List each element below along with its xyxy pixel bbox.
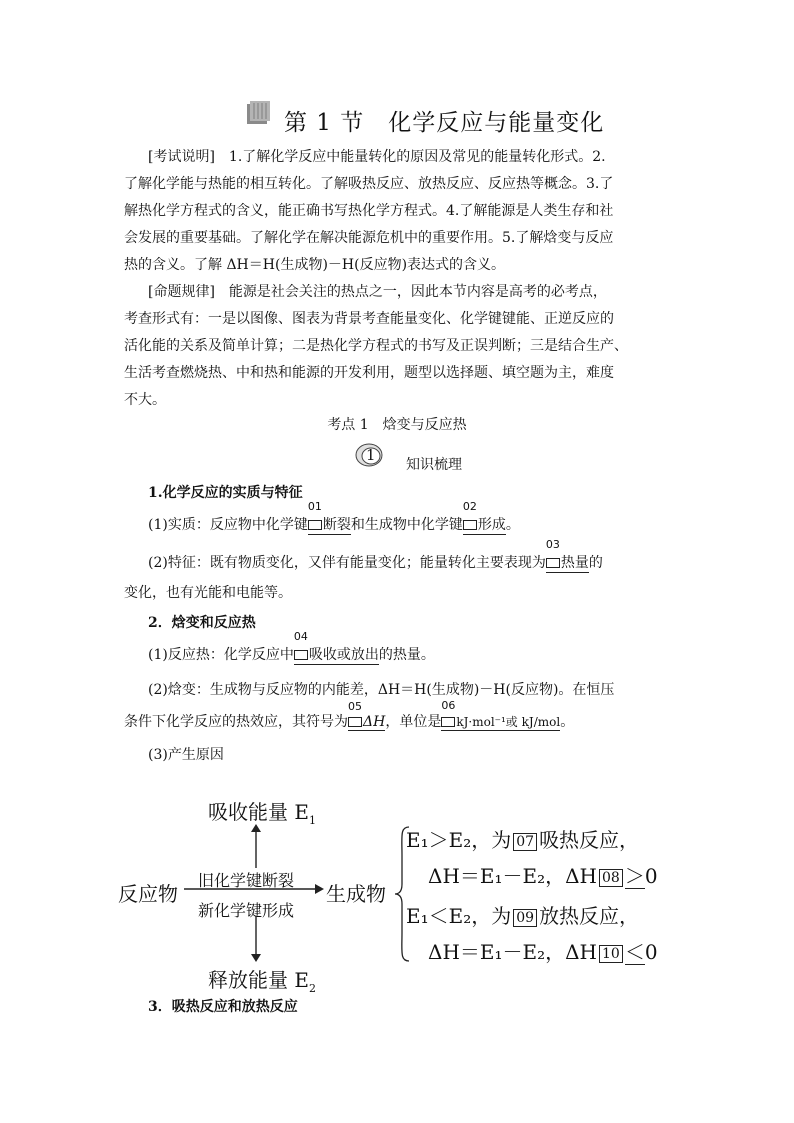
- text: ，单位是: [385, 714, 442, 730]
- heading-3: 3．吸热反应和放热反应: [148, 999, 298, 1015]
- rule-note-line-5: 不大。: [124, 392, 166, 408]
- answer: 吸收或放出: [308, 647, 379, 663]
- badge-label: 知识梳理: [406, 457, 462, 473]
- text: 条件下化学反应的热效应，其符号为: [124, 714, 348, 730]
- text: 0: [644, 940, 658, 964]
- blank-box-icon: [546, 558, 560, 568]
- blank-number: 05: [348, 700, 362, 713]
- blank-10: 10: [599, 945, 623, 963]
- text: 释放能量 E: [208, 968, 309, 992]
- blank-07: 07: [513, 833, 537, 851]
- blank-08: 08: [599, 869, 623, 887]
- paragraph-feature: [148, 538, 603, 573]
- subscript: 2: [308, 982, 316, 995]
- subscript: 1: [308, 814, 316, 827]
- answer: 放热反应，: [539, 904, 640, 928]
- text: (2)特征：既有物质变化，又伴有能量变化；能量转化主要表现为: [148, 555, 546, 571]
- absorb-energy-label: [208, 796, 316, 827]
- answer: ＜: [624, 940, 645, 964]
- text: ΔH＝E₁－E₂，ΔH: [428, 864, 598, 888]
- text: E₁＞E₂，为: [406, 828, 512, 852]
- exam-note-line-5: 热的含义。了解 ΔH＝H(生成物)－H(反应物)表达式的含义。: [124, 257, 506, 273]
- answer: 断裂: [322, 517, 351, 533]
- heading-1: 1.化学反应的实质与特征: [148, 485, 303, 501]
- badge-number: 1: [366, 446, 376, 464]
- text: 的热量。: [378, 647, 435, 663]
- answer: 热量: [560, 555, 589, 571]
- page-title: 第 1 节 化学反应与能量变化: [284, 110, 605, 136]
- exam-note-line-2: 了解化学能与热能的相互转化。了解吸热反应、放热反应、反应热等概念。3.了: [124, 176, 614, 192]
- blank-01: [307, 500, 351, 535]
- blank-box-icon: [294, 650, 308, 660]
- text: ΔH＝E₁－E₂，ΔH: [428, 940, 598, 964]
- blank-box-icon: [308, 520, 322, 530]
- arrow-down-icon: [248, 916, 264, 962]
- exam-note-line-1: [考试说明] 1.了解化学反应中能量转化的原因及常见的能量转化形式。2.: [148, 149, 606, 165]
- bond-form-label: 新化学键形成: [198, 901, 295, 920]
- exam-note-line-4: 会发展的重要基础。了解化学在解决能源危机中的重要作用。5.了解焓变与反应: [124, 230, 614, 246]
- rule-note-line-2: 考查形式有：一是以图像、图表为背景考查能量变化、化学键键能、正逆反应的: [124, 311, 614, 327]
- blank-number: 02: [462, 500, 477, 513]
- answer: kJ·mol⁻¹或 kJ/mol: [456, 715, 561, 729]
- blank-box-icon: [348, 717, 362, 727]
- blank-box-icon: [463, 520, 477, 530]
- rule-note-line-3: 活化能的关系及简单计算；二是热化学方程式的书写及正误判断；三是结合生产、: [124, 338, 628, 354]
- point-title: 考点 1 焓变与反应热: [327, 417, 467, 433]
- text: (1)实质：反应物中化学键: [148, 517, 308, 533]
- paragraph-feature-line-2: 变化，也有光能和电能等。: [124, 585, 292, 601]
- text: 。: [560, 714, 575, 730]
- text: (1)反应热：化学反应中: [148, 647, 294, 663]
- answer: 形成: [477, 517, 506, 533]
- energy-diagram: [118, 788, 678, 993]
- bond-break-label: 旧化学键断裂: [198, 871, 295, 890]
- rule-note-line-4: 生活考查燃烧热、中和热和能源的开发利用，题型以选择题、填空题为主，难度: [124, 365, 614, 381]
- product-label: 生成物: [326, 882, 386, 906]
- paragraph-essence: [148, 500, 520, 535]
- blank-04: [293, 630, 379, 665]
- paragraph-enthalpy-line-2: [124, 699, 575, 731]
- text: E₁＜E₂，为: [406, 904, 512, 928]
- blank-09: 09: [513, 909, 537, 927]
- book-icon: [246, 100, 274, 126]
- blank-number: 06: [441, 699, 456, 712]
- arrow-up-icon: [248, 824, 264, 870]
- answer: 吸热反应，: [539, 828, 640, 852]
- arrow-right-icon: [184, 882, 324, 896]
- paragraph-cause: (3)产生原因: [148, 747, 224, 763]
- blank-number: 04: [293, 630, 308, 643]
- rule-note-line-1: [命题规律] 能源是社会关注的热点之一，因此本节内容是高考的必考点，: [148, 284, 607, 300]
- paragraph-reaction-heat: [148, 630, 435, 665]
- answer: ΔH: [363, 714, 386, 730]
- text: 。: [505, 517, 520, 533]
- release-energy-label: [208, 964, 316, 995]
- blank-02: [462, 500, 506, 535]
- blank-03: [545, 538, 589, 573]
- blank-number: 03: [545, 538, 560, 551]
- heading-2: 2．焓变和反应热: [148, 615, 256, 631]
- blank-06: [441, 699, 561, 731]
- blank-05: [348, 700, 386, 731]
- case-1-line-2: [428, 860, 658, 889]
- case-1-line-1: [406, 824, 639, 853]
- blank-number: 01: [307, 500, 322, 513]
- text: 吸收能量 E: [208, 800, 309, 824]
- text: 0: [644, 864, 658, 888]
- blank-box-icon: [441, 717, 455, 727]
- exam-note-line-3: 解热化学方程式的含义，能正确书写热化学方程式。4.了解能源是人类生存和社: [124, 203, 614, 219]
- text: 和生成物中化学键: [350, 517, 463, 533]
- case-2-line-2: [428, 936, 658, 965]
- reactant-label: 反应物: [118, 882, 178, 906]
- answer: ＞: [624, 864, 645, 888]
- case-2-line-1: [406, 900, 639, 929]
- paragraph-enthalpy-line-1: (2)焓变：生成物与反应物的内能差，ΔH＝H(生成物)－H(反应物)。在恒压: [148, 682, 615, 698]
- text: 的: [588, 555, 603, 571]
